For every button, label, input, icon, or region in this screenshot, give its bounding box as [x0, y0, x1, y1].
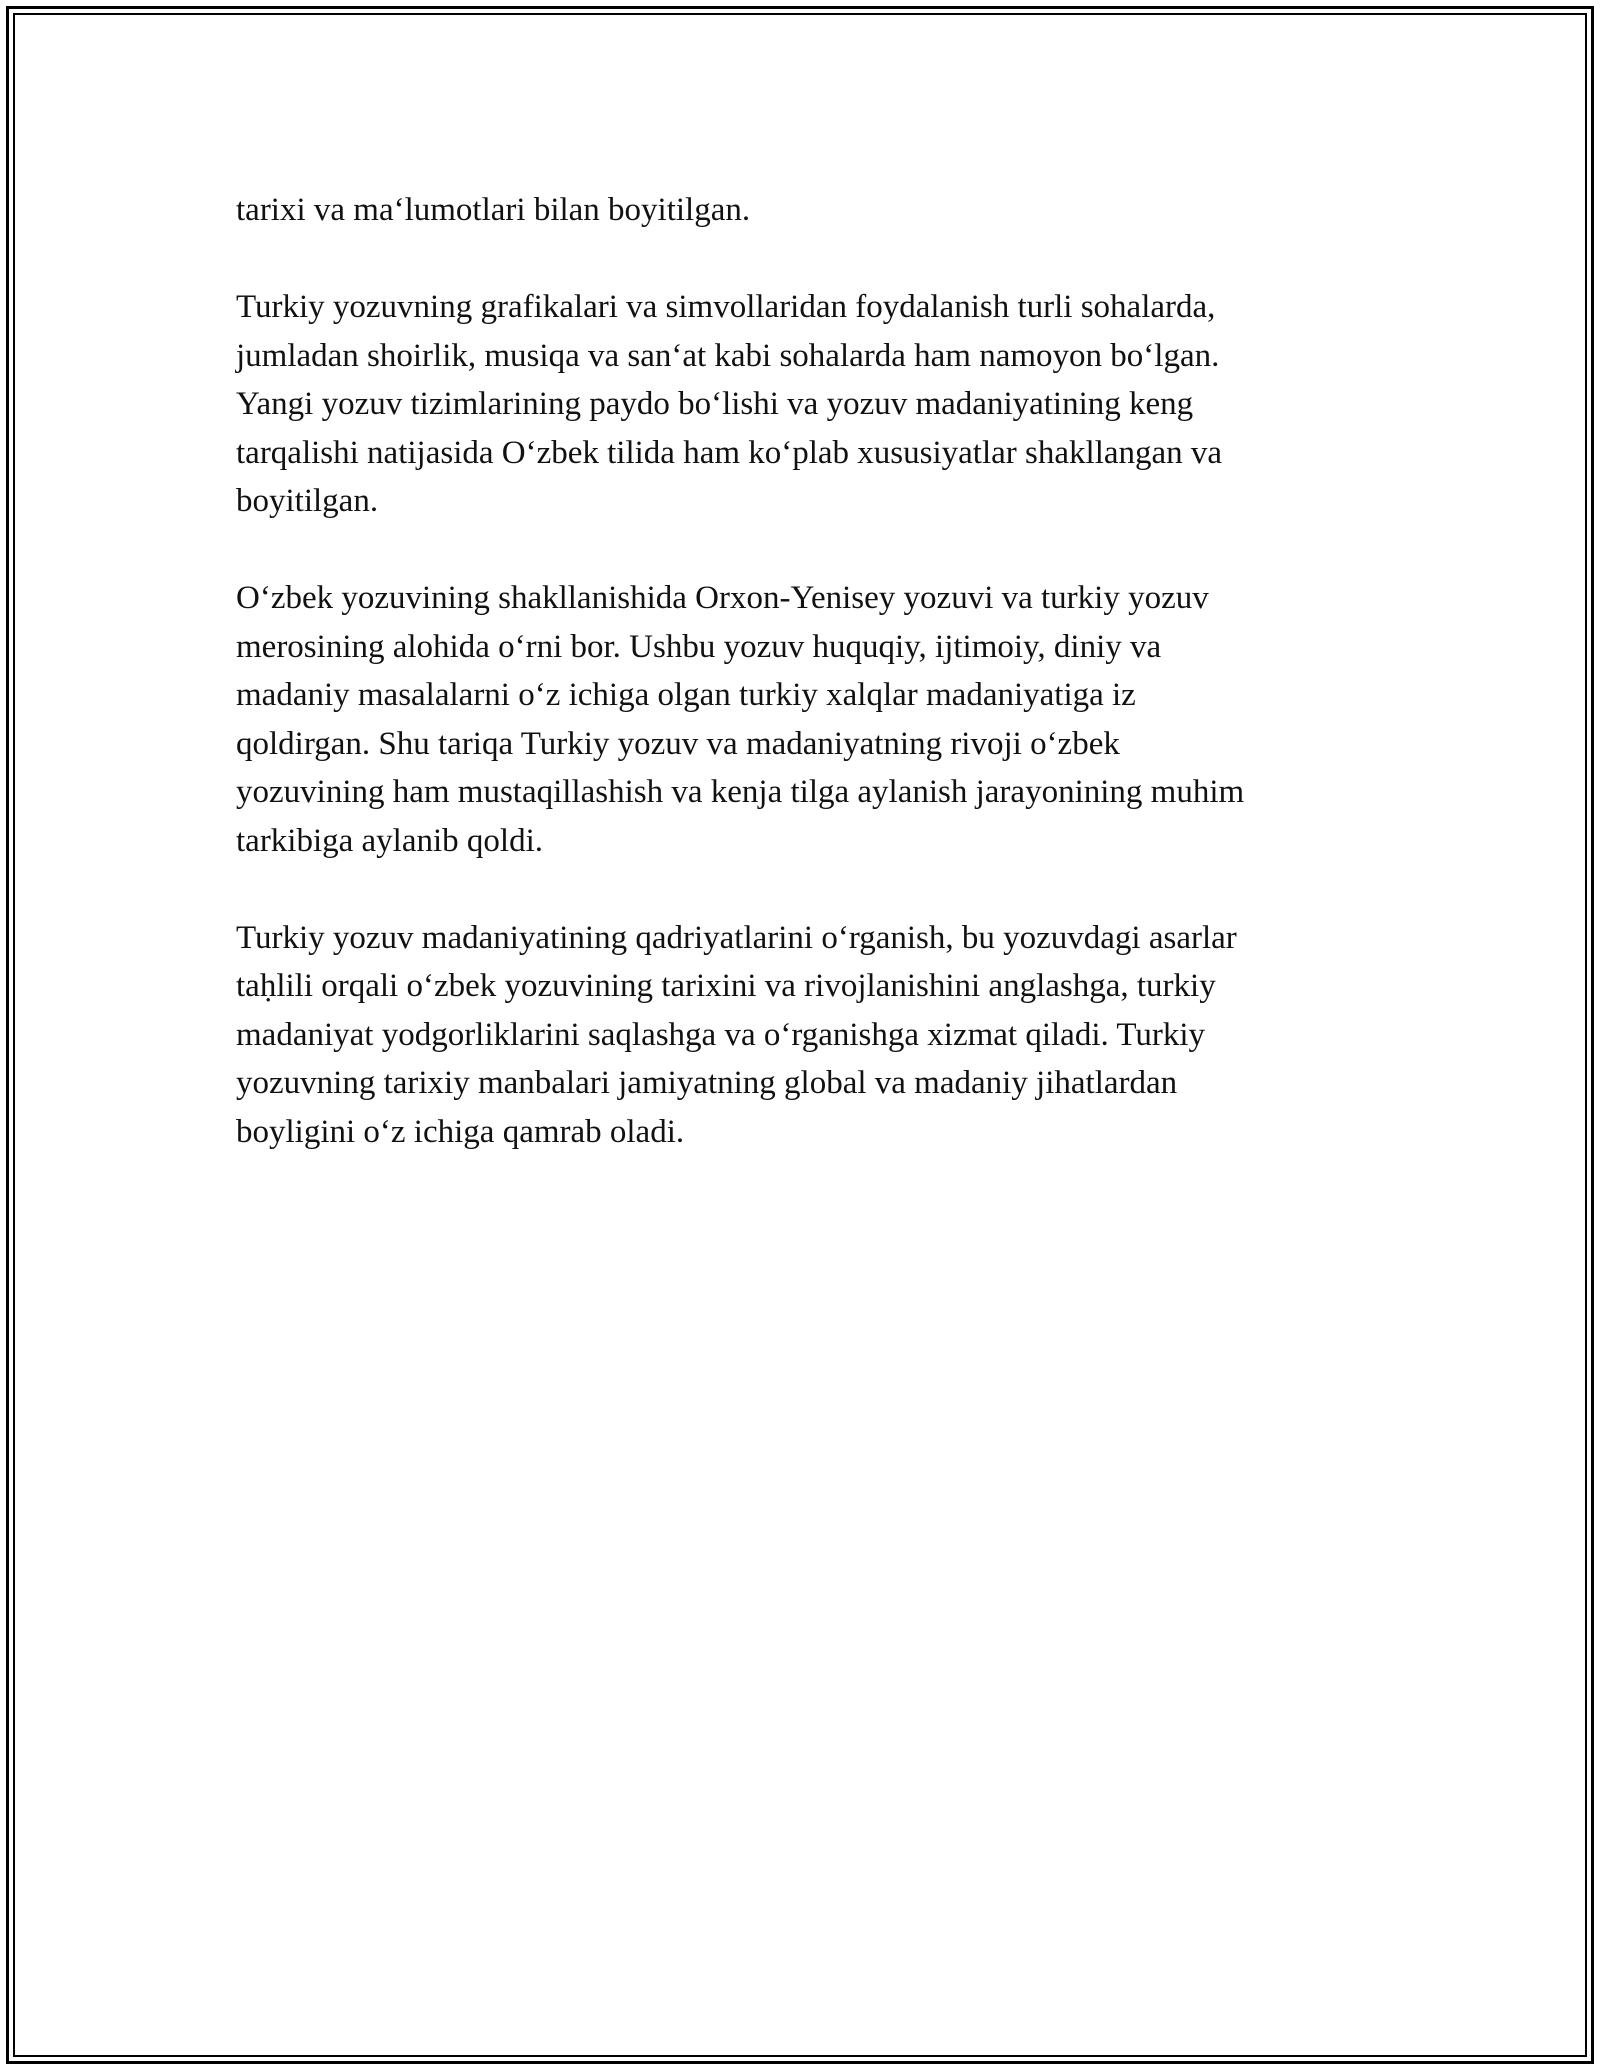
- document-body: [236, 186, 1366, 1205]
- paragraph-1: tarixi va ma‘lumotlari bilan boyitilgan.: [236, 192, 751, 228]
- paragraph-4: Turkiy yozuv madaniyatining qadriyatlarini o‘rganish, bu yozuvdagi asarlar taḥlili orqali o‘zbek yozuvining tarixini va rivojlanishini anglashga, turkiy madaniyat yodgorliklarini saqlashga va o‘rganishga xizmat qiladi. Turkiy yozuvning tarixiy manbalari jamiyatning global va madaniy jihatlardan boyligini o‘z ichiga qamrab oladi.: [236, 919, 1237, 1150]
- paragraph-3: O‘zbek yozuvining shakllanishida Orxon-Yenisey yozuvi va turkiy yozuv merosining alohida o‘rni bor. Ushbu yozuv huquqiy, ijtimoiy, diniy va madaniy masalalarni o‘z ichiga olgan turkiy xalqlar madaniyatiga iz qoldirgan. Shu tariqa Turkiy yozuv va madaniyatning rivoji o‘zbek yozuvining ham mustaqillashish va kenja tilga aylanish jarayonining muhim tarkibiga aylanib qoldi.: [236, 580, 1245, 859]
- paragraph-2: Turkiy yozuvning grafikalari va simvollaridan foydalanish turli sohalarda, jumladan shoirlik, musiqa va san‘at kabi sohalarda ham namoyon bo‘lgan. Yangi yozuv tizimlarining paydo bo‘lishi va yozuv madaniyatining keng tarqalishi natijasida O‘zbek tilida ham ko‘plab xususiyatlar shakllangan va boyitilgan.: [236, 289, 1223, 519]
